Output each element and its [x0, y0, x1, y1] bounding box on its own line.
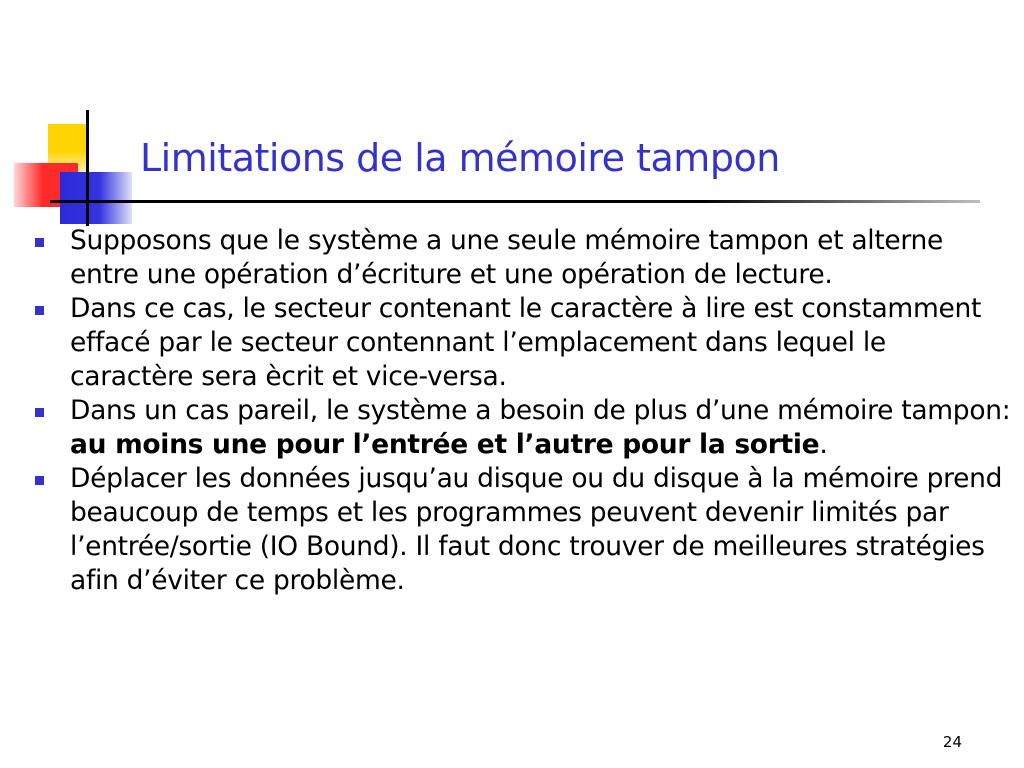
square-bullet-icon: [35, 238, 44, 247]
bullet-item-3: [30, 394, 1014, 462]
bullet-text-4: Déplacer les données jusqu’au disque ou du disque à la mémoire prend beaucoup de temps et les programmes peuvent devenir limités par l’entrée/sortie (IO Bound). Il faut donc trouver de meilleures stratégies afin d’éviter ce problème.: [70, 463, 1003, 596]
title-underline-rule: [50, 200, 980, 203]
bullet-text-3: Dans un cas pareil, le système a besoin de plus d’une mémoire tampon:: [70, 395, 1011, 426]
square-bullet-icon: [35, 306, 44, 315]
bullet-list: [30, 224, 1014, 598]
bullet-text-3-end: .: [819, 429, 828, 460]
bullet-item-4: [30, 462, 1014, 598]
bullet-text-1: Supposons que le système a une seule mémoire tampon et alterne entre une opération d’écriture et une opération de lecture.: [70, 225, 944, 290]
decorative-squares-logo: [0, 0, 150, 240]
bullet-text-2: Dans ce cas, le secteur contenant le caractère à lire est constamment effacé par le secteur contennant l’emplacement dans lequel le caractère sera ècrit et vice-versa.: [70, 293, 982, 392]
vertical-rule: [86, 110, 89, 226]
bullet-item-2: [30, 292, 1014, 394]
slide-title: Limitations de la mémoire tampon: [140, 136, 780, 180]
square-bullet-icon: [35, 408, 44, 417]
blue-square: [60, 172, 132, 224]
square-bullet-icon: [35, 476, 44, 485]
bullet-text-3-emphasis: au moins une pour l’entrée et l’autre pour la sortie: [70, 429, 820, 460]
page-number: 24: [942, 733, 962, 751]
bullet-item-1: [30, 224, 1014, 292]
